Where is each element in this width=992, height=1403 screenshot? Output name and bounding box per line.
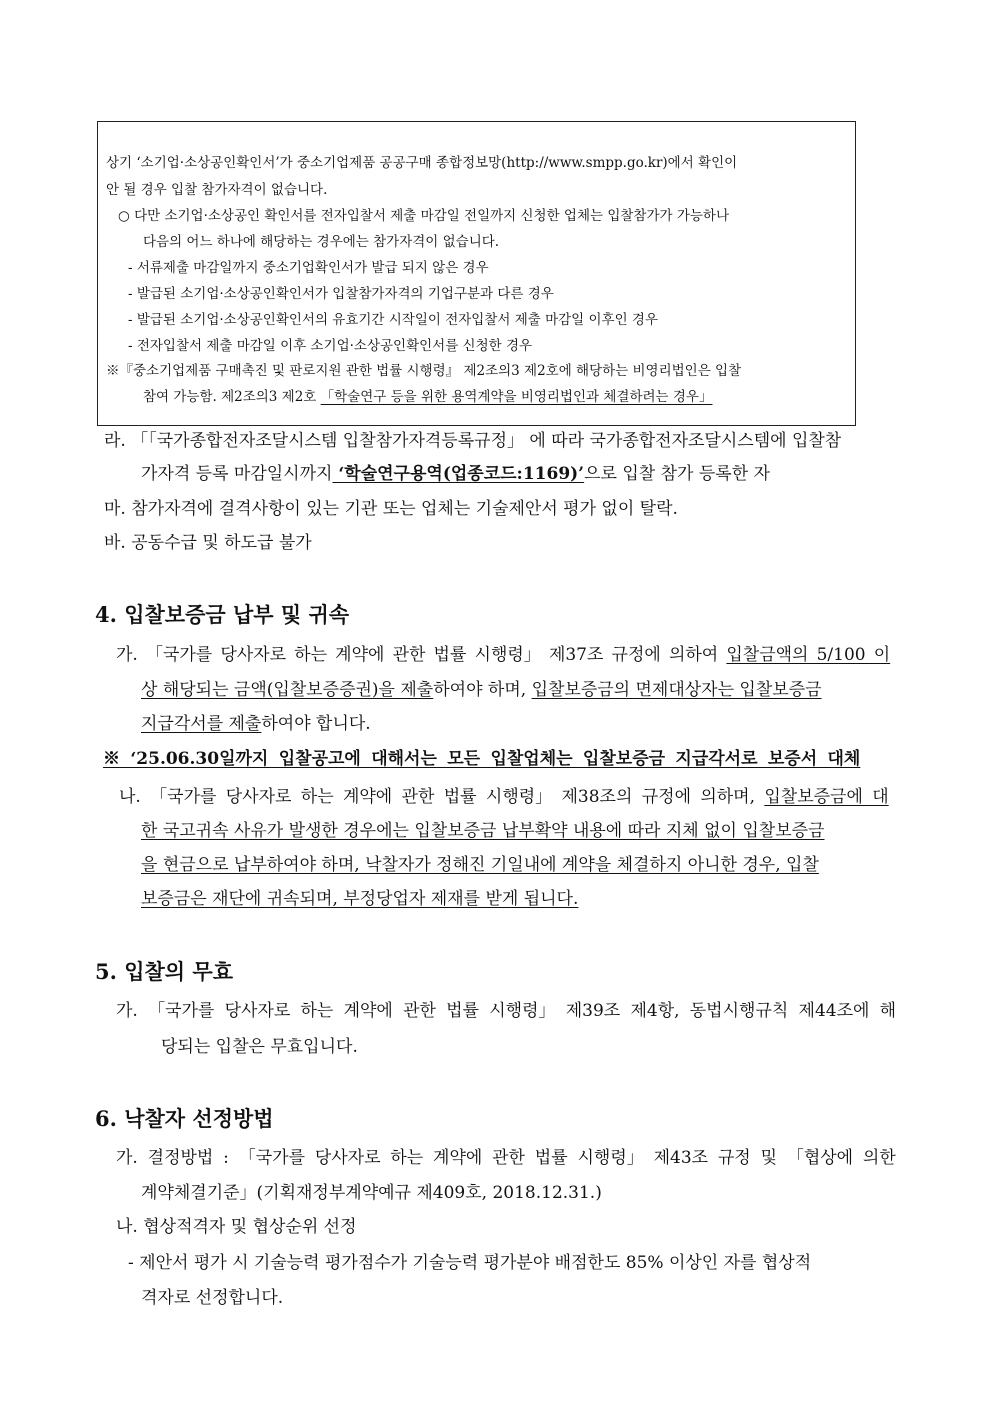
section-4-na-line-1 bbox=[119, 785, 889, 809]
box-line-5: - 서류제출 마감일까지 중소기업확인서가 발급 되지 않은 경우 bbox=[128, 260, 489, 276]
box-line-4: 다음의 어느 하나에 해당하는 경우에는 참가자격이 없습니다. bbox=[143, 234, 500, 250]
section-4-note: ※ ‘25.06.30일까지 입찰공고에 대해서는 모든 입찰업체는 입찰보증금 지급각서로 보증서 대체 bbox=[103, 749, 861, 769]
item-ra-line-2 bbox=[141, 462, 770, 486]
section-6-title: 6. 낙찰자 선정방법 bbox=[95, 1106, 274, 1131]
section-4-ga-exempt: 입찰보증금의 면제대상자는 입찰보증금 bbox=[531, 680, 822, 700]
section-6-dash-line-2: 격자로 선정합니다. bbox=[141, 1288, 284, 1308]
box-line-10 bbox=[143, 388, 712, 406]
section-4-ga-text: 가. 「국가를 당사자로 하는 계약에 관한 법률 시행령」 제37조 규정에 의하여 bbox=[116, 645, 727, 665]
box-line-3: ○ 다만 소기업·소상공인 확인서를 전자입찰서 제출 마감일 전일까지 신청한 업체는 입찰참가가 가능하나 bbox=[118, 208, 729, 224]
section-4-ga-underlined: 입찰금액의 5/100 이 bbox=[726, 645, 891, 665]
section-6-dash-line-1: - 제안서 평가 시 기술능력 평가점수가 기술능력 평가분야 배점한도 85% 이상인 자를 협상적 bbox=[128, 1253, 812, 1273]
section-5-ga-line-2: 당되는 입찰은 무효입니다. bbox=[161, 1037, 358, 1057]
box-line-10-text: 참여 가능함. 제2조의3 제2호 bbox=[143, 389, 321, 405]
box-line-1: 상기 ‘소기업·소상공인확인서’가 중소기업제품 공공구매 종합정보망(http://www.smpp.go.kr)에서 확인이 bbox=[106, 155, 738, 171]
section-4-na-line-3: 을 현금으로 납부하여야 하며, 낙찰자가 정해진 기일내에 계약을 체결하지 아니한 경우, 입찰 bbox=[141, 855, 819, 875]
item-ba: 바. 공동수급 및 하도급 불가 bbox=[104, 533, 312, 553]
item-ra-tail: 으로 입찰 참가 등록한 자 bbox=[584, 464, 770, 484]
box-line-10-underlined: 「학술연구 등을 위한 용역계약을 비영리법인과 체결하려는 경우」 bbox=[320, 389, 713, 405]
section-5-title: 5. 입찰의 무효 bbox=[95, 959, 233, 984]
section-6-na: 나. 협상적격자 및 협상순위 선정 bbox=[116, 1217, 357, 1237]
section-4-na-line-4: 보증금은 재단에 귀속되며, 부정당업자 제재를 받게 됩니다. bbox=[141, 889, 579, 909]
item-ra-line-1: 라. 「「국가종합전자조달시스템 입찰참가자격등록규정」 에 따라 국가종합전자조달시스템에 입찰참 bbox=[104, 431, 842, 451]
section-6-ga-line-2: 계약체결기준」(기획재정부계약예규 제409호, 2018.12.31.) bbox=[141, 1183, 602, 1203]
item-ra-text: 가자격 등록 마감일시까지 bbox=[141, 464, 333, 484]
box-line-8: - 전자입찰서 제출 마감일 이후 소기업·소상공인확인서를 신청한 경우 bbox=[128, 338, 533, 354]
item-ma: 마. 참가자격에 결격사항이 있는 기관 또는 업체는 기술제안서 평가 없이 탈락. bbox=[104, 499, 678, 519]
section-4-ga-pledge: 지급각서를 제출 bbox=[141, 714, 262, 734]
section-4-title: 4. 입찰보증금 납부 및 귀속 bbox=[95, 602, 350, 627]
section-4-ga-mid: 하여야 하며, bbox=[433, 680, 532, 700]
box-line-6: - 발급된 소기업·소상공인확인서가 입찰참가자격의 기업구분과 다른 경우 bbox=[128, 286, 554, 302]
section-4-ga-line-2 bbox=[141, 678, 822, 702]
section-4-na-text: 나. 「국가를 당사자로 하는 계약에 관한 법률 시행령」 제38조의 규정에 의하며, bbox=[119, 787, 765, 807]
section-4-ga-submit: 상 해당되는 금액(입찰보증증권)을 제출 bbox=[141, 680, 434, 700]
item-ra-industry-code: ‘학술연구용역(업종코드:1169)’ bbox=[332, 464, 585, 484]
section-4-ga-end: 하여야 합니다. bbox=[261, 714, 371, 734]
section-4-na-underlined: 입찰보증금에 대 bbox=[764, 787, 889, 807]
box-line-7: - 발급된 소기업·소상공인확인서의 유효기간 시작일이 전자입찰서 제출 마감일 이후인 경우 bbox=[128, 312, 658, 328]
section-5-ga-line-1: 가. 「국가를 당사자로 하는 계약에 관한 법률 시행령」 제39조 제4항, 동법시행규칙 제44조에 해 bbox=[116, 1001, 897, 1021]
section-6-ga-line-1: 가. 결정방법 : 「국가를 당사자로 하는 계약에 관한 법률 시행령」 제43조 규정 및 「협상에 의한 bbox=[116, 1148, 896, 1168]
section-4-ga-line-1 bbox=[116, 643, 890, 667]
box-line-2: 안 될 경우 입찰 참가자격이 없습니다. bbox=[106, 182, 328, 198]
section-4-ga-line-3 bbox=[141, 712, 371, 736]
section-4-na-line-2: 한 국고귀속 사유가 발생한 경우에는 입찰보증금 납부확약 내용에 따라 지체 없이 입찰보증금 bbox=[141, 821, 825, 841]
box-line-9: ※『중소기업제품 구매촉진 및 판로지원 관한 법률 시행령』 제2조의3 제2호에 해당하는 비영리법인은 입찰 bbox=[106, 363, 742, 379]
